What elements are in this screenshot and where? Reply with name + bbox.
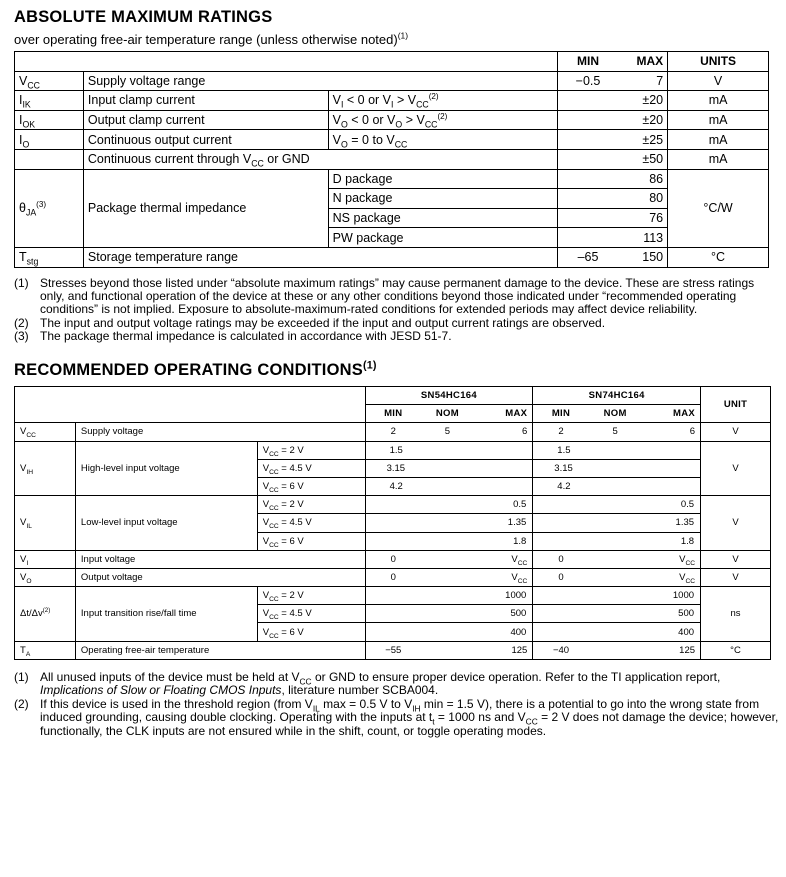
- table-row: $V_I$ Input voltage 0 $V_{CC}$ 0 $V_{CC}$ V: [15, 550, 771, 568]
- recommended-operating-conditions-table: [14, 386, 771, 660]
- table-row: $V_{CC} = 6$ V 1.8 1.8: [15, 532, 771, 550]
- condition: $V_I < 0$ or $V_I > V_{CC}^{(2)}$: [328, 91, 558, 111]
- condition: $V_{CC} = 6$ V: [257, 477, 365, 495]
- parameter: Output voltage: [75, 568, 365, 586]
- parameter: Input voltage: [75, 550, 365, 568]
- header-sn54hc164: SN54HC164: [365, 387, 533, 405]
- condition: $V_{CC} = 4.5$ V: [257, 605, 365, 623]
- parameter: Storage temperature range: [83, 247, 557, 267]
- min-value: −0.5: [558, 71, 618, 91]
- max-value: 113: [618, 228, 668, 248]
- table-header-row: MIN NOM MAX MIN NOM MAX: [15, 405, 771, 423]
- table-row: [15, 130, 769, 150]
- symbol: $\theta_{JA}^{(3)}$: [15, 169, 84, 247]
- roc-title: RECOMMENDED OPERATING CONDITIONS$^{(1)}$: [14, 359, 377, 379]
- max-value: ±50: [618, 149, 668, 169]
- symbol: $I_{OK}$: [15, 110, 84, 130]
- footnote: (1) All unused inputs of the device must be held at $V_{CC}$ or GND to ensure proper device operation. Refer to the TI application report, Implications of Slow or Floating CMOS Inputs, literature number SCBA004.: [14, 670, 721, 698]
- condition: $V_{CC} = 2$ V: [257, 496, 365, 514]
- table-row: [15, 110, 769, 130]
- max-value: 7: [618, 71, 668, 91]
- symbol: $T_{stg}$: [15, 247, 84, 267]
- table-row: $V_{CC}$ Supply voltage 2 5 6 2 5 6 V: [15, 423, 771, 441]
- amr-subtitle: over operating free-air temperature range (unless otherwise noted)$^{(1)}$: [14, 30, 409, 47]
- footnote: (2) If this device is used in the threshold region (from $V_{IL}$ max = 0.5 V to $V_{IH}$ min = 1.5 V), there is a potential to go into the wrong state from induced grounding, causing double clocking. Operating with the inputs at $t_t = 1000$ ns and $V_{CC} = 2$ V does not damage the device; however, functionally, the CLK inputs are not ensured while in the shift, count, or toggle operating modes.: [14, 696, 779, 738]
- table-row: $V_{IH}$ High-level input voltage $V_{CC} = 2$ V 1.5 1.5 V: [15, 441, 771, 459]
- header-units: UNITS: [668, 52, 769, 72]
- condition: $V_O < 0$ or $V_O > V_{CC}^{(2)}$: [328, 110, 558, 130]
- symbol: $V_I$: [15, 550, 76, 568]
- parameter: Continuous current through $V_{CC}$ or GND: [83, 149, 557, 169]
- table-row: $V_O$ Output voltage 0 $V_{CC}$ 0 $V_{CC}$ V: [15, 568, 771, 586]
- max-value: 76: [618, 208, 668, 228]
- symbol: $I_O$: [15, 130, 84, 150]
- header-min: MIN: [558, 52, 618, 72]
- table-row: [15, 91, 769, 111]
- max-value: ±25: [618, 130, 668, 150]
- package: N package: [328, 189, 558, 209]
- package: D package: [328, 169, 558, 189]
- table-row: $V_{CC} = 6$ V 400 400: [15, 623, 771, 641]
- table-row: $V_{CC} = 4.5$ V 3.15 3.15: [15, 459, 771, 477]
- parameter: Continuous output current: [83, 130, 328, 150]
- footnote: (2) The input and output voltage ratings may be exceeded if the input and output current ratings are observed.: [14, 315, 606, 330]
- parameter: High-level input voltage: [75, 441, 257, 496]
- parameter: Supply voltage range: [83, 71, 557, 91]
- table-header-row: [15, 387, 771, 405]
- condition: $V_{CC} = 6$ V: [257, 623, 365, 641]
- condition: $V_{CC} = 4.5$ V: [257, 459, 365, 477]
- unit: V: [668, 71, 769, 91]
- absolute-maximum-ratings-table: [14, 51, 769, 268]
- symbol: $V_{IL}$: [15, 496, 76, 551]
- footnote: (1) Stresses beyond those listed under “absolute maximum ratings” may cause permanent damage to the device. These are stress ratings only, and functional operation of the device at these or any other conditions beyond those indicated under “recommended operating conditions” is not implied. Exposure to absolute-maximum-rated conditions for extended periods may affect device reliability.: [14, 276, 755, 317]
- package: NS package: [328, 208, 558, 228]
- table-row: $V_{CC} = 4.5$ V 1.35 1.35: [15, 514, 771, 532]
- package: PW package: [328, 228, 558, 248]
- table-row: $V_{IL}$ Low-level input voltage $V_{CC} = 2$ V 0.5 0.5 V: [15, 496, 771, 514]
- condition: $V_{CC} = 2$ V: [257, 441, 365, 459]
- table-row: [15, 247, 769, 267]
- parameter: Low-level input voltage: [75, 496, 257, 551]
- max-value: ±20: [618, 110, 668, 130]
- parameter: Output clamp current: [83, 110, 328, 130]
- unit: °C/W: [668, 169, 769, 247]
- table-row: [15, 169, 769, 189]
- table-row: $V_{CC} = 6$ V 4.2 4.2: [15, 477, 771, 495]
- parameter: Input transition rise/fall time: [75, 587, 257, 642]
- table-row: $V_{CC} = 4.5$ V 500 500: [15, 605, 771, 623]
- parameter: Package thermal impedance: [83, 169, 328, 247]
- table-row: $T_A$ Operating free-air temperature −55 125 −40 125 °C: [15, 641, 771, 659]
- amr-footnotes: [14, 277, 774, 343]
- max-value: 80: [618, 189, 668, 209]
- parameter: Operating free-air temperature: [75, 641, 365, 659]
- header-unit: UNIT: [701, 387, 771, 423]
- table-row: [15, 149, 769, 169]
- table-row: [15, 71, 769, 91]
- condition: $V_O = 0$ to $V_{CC}$: [328, 130, 558, 150]
- symbol: $V_{CC}$: [15, 71, 84, 91]
- unit: mA: [668, 149, 769, 169]
- symbol: $V_{IH}$: [15, 441, 76, 496]
- symbol: $V_O$: [15, 568, 76, 586]
- parameter: Supply voltage: [75, 423, 365, 441]
- condition: $V_{CC} = 2$ V: [257, 587, 365, 605]
- condition: $V_{CC} = 4.5$ V: [257, 514, 365, 532]
- unit: mA: [668, 91, 769, 111]
- unit: mA: [668, 110, 769, 130]
- roc-footnotes: [14, 671, 784, 738]
- max-value: 86: [618, 169, 668, 189]
- table-row: $\Delta t/\Delta v^{(2)}$ Input transition rise/fall time $V_{CC} = 2$ V 1000 1000 ns: [15, 587, 771, 605]
- min-value: –65: [558, 247, 618, 267]
- max-value: 150: [618, 247, 668, 267]
- table-header-row: [15, 52, 769, 72]
- footnote: (3) The package thermal impedance is calculated in accordance with JESD 51-7.: [14, 328, 452, 343]
- symbol: $T_A$: [15, 641, 76, 659]
- unit: mA: [668, 130, 769, 150]
- amr-title: ABSOLUTE MAXIMUM RATINGS: [14, 8, 273, 26]
- parameter: Input clamp current: [83, 91, 328, 111]
- condition: $V_{CC} = 6$ V: [257, 532, 365, 550]
- unit: °C: [668, 247, 769, 267]
- symbol: $V_{CC}$: [15, 423, 76, 441]
- symbol: $I_{IK}$: [15, 91, 84, 111]
- symbol: $\Delta t/\Delta v^{(2)}$: [15, 587, 76, 642]
- header-sn74hc164: SN74HC164: [533, 387, 701, 405]
- max-value: ±20: [618, 91, 668, 111]
- header-max: MAX: [618, 52, 668, 72]
